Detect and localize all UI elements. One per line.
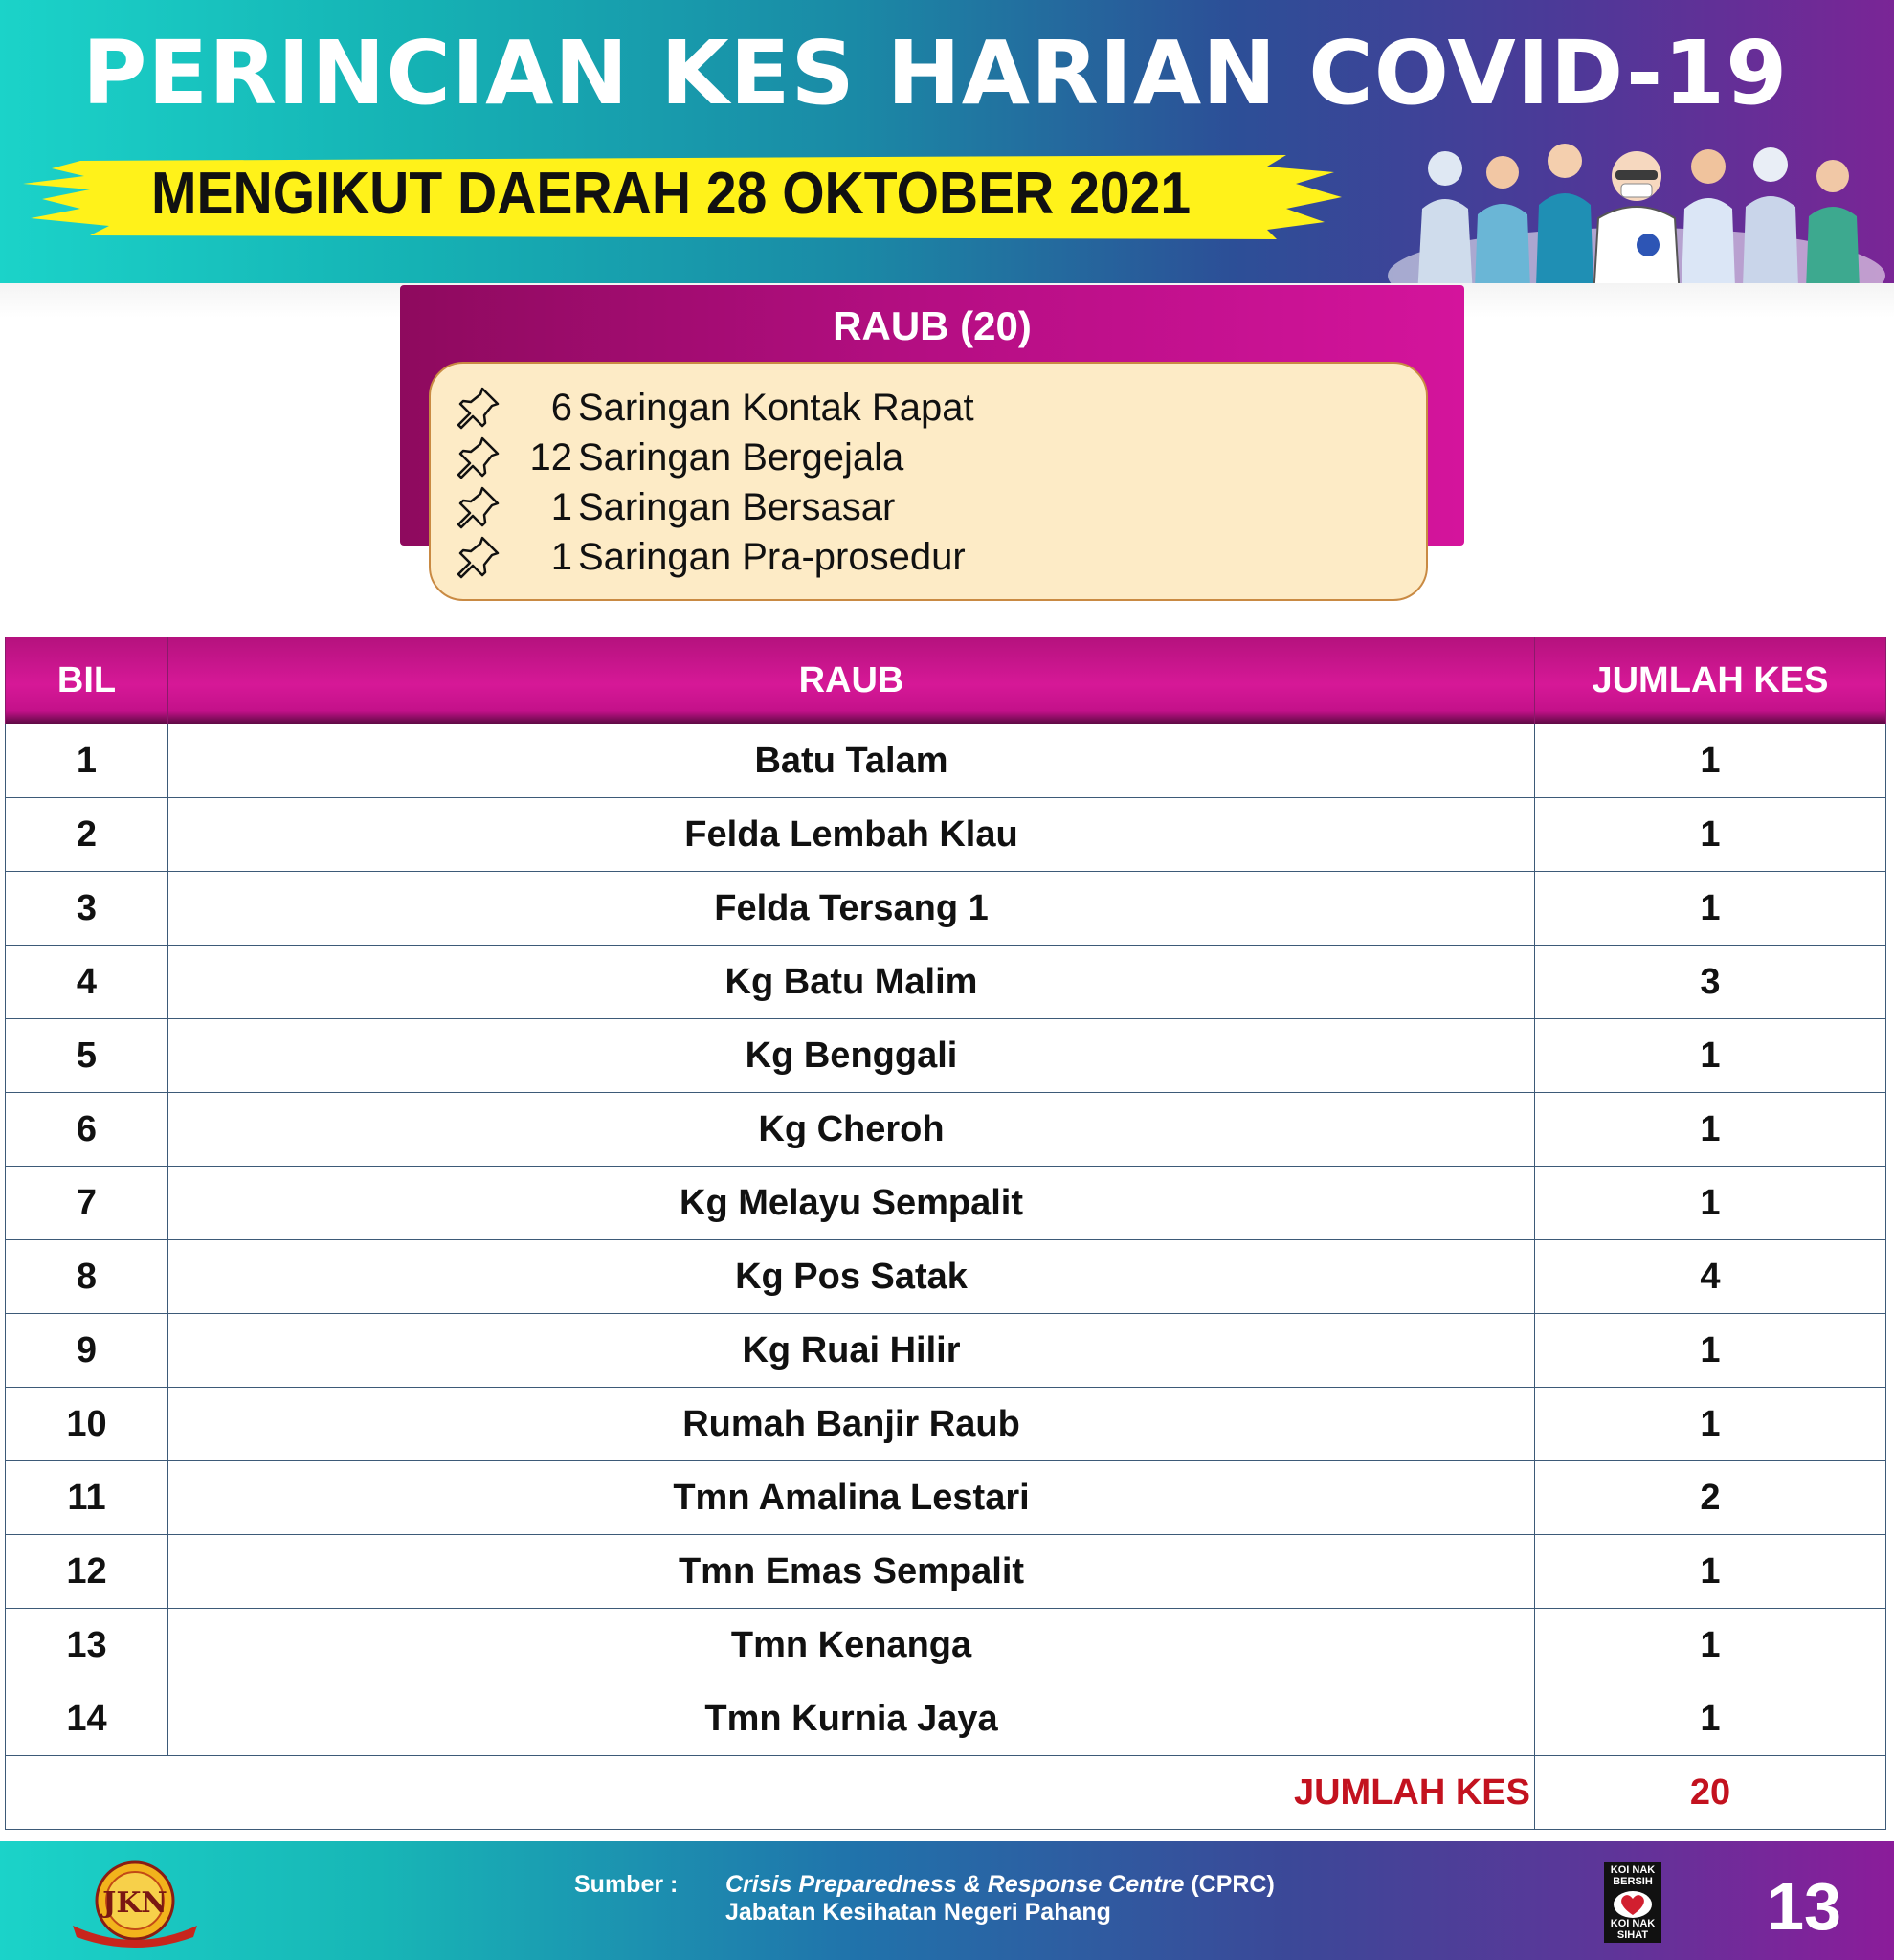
cell-kes: 1 <box>1535 1609 1886 1682</box>
table-row <box>6 1535 1886 1609</box>
cases-table <box>5 637 1886 1830</box>
summary-count: 1 <box>550 486 572 528</box>
summary-label: Saringan Bergejala <box>578 436 904 479</box>
cell-kes: 1 <box>1535 1314 1886 1388</box>
table-total-row <box>6 1756 1886 1830</box>
summary-item <box>431 433 1388 482</box>
header-name: RAUB <box>168 637 1535 724</box>
cell-name: Kg Melayu Sempalit <box>168 1167 1535 1240</box>
cell-kes: 3 <box>1535 946 1886 1019</box>
header-kes: JUMLAH KES <box>1535 637 1886 724</box>
cell-name: Felda Lembah Klau <box>168 798 1535 872</box>
pushpin-icon <box>454 484 501 532</box>
cell-kes: 1 <box>1535 1019 1886 1093</box>
heart-icon <box>1612 1889 1654 1920</box>
table-row <box>6 946 1886 1019</box>
logo-text: JKN <box>102 1886 167 1920</box>
table-row <box>6 1388 1886 1461</box>
pushpin-icon <box>454 534 501 582</box>
table-row <box>6 872 1886 946</box>
badge-bottom-text <box>1604 1918 1661 1941</box>
summary-label: Saringan Pra-prosedur <box>578 536 966 578</box>
cell-name: Kg Ruai Hilir <box>168 1314 1535 1388</box>
summary-count: 6 <box>550 387 572 429</box>
summary-count: 12 <box>529 436 572 479</box>
cell-bil: 5 <box>6 1019 168 1093</box>
cell-name: Tmn Emas Sempalit <box>168 1535 1535 1609</box>
summary-item <box>431 383 1388 433</box>
badge-bottom-line-2: SIHAT <box>1616 1929 1649 1941</box>
healthcare-workers-illustration <box>1378 122 1894 283</box>
badge-top-line-1: KOI NAK <box>1610 1864 1656 1876</box>
summary-item <box>431 482 1388 532</box>
badge-top-line-2: BERSIH <box>1613 1876 1653 1887</box>
cell-bil: 12 <box>6 1535 168 1609</box>
cell-bil: 14 <box>6 1682 168 1756</box>
table-row <box>6 1682 1886 1756</box>
cell-name: Tmn Kurnia Jaya <box>168 1682 1535 1756</box>
table-row <box>6 1609 1886 1682</box>
source-abbr: (CPRC) <box>1191 1871 1275 1898</box>
summary-title: RAUB (20) <box>833 303 1032 348</box>
table-row <box>6 724 1886 798</box>
summary-list <box>429 362 1428 601</box>
cell-bil: 8 <box>6 1240 168 1314</box>
table-row <box>6 798 1886 872</box>
cell-name: Kg Cheroh <box>168 1093 1535 1167</box>
cell-kes: 1 <box>1535 1167 1886 1240</box>
page-title: PERINCIAN KES HARIAN COVID-19 <box>82 22 1789 124</box>
cell-name: Tmn Amalina Lestari <box>168 1461 1535 1535</box>
cell-kes: 1 <box>1535 1093 1886 1167</box>
cell-name: Batu Talam <box>168 724 1535 798</box>
koi-nak-badge <box>1604 1862 1661 1943</box>
cell-kes: 1 <box>1535 724 1886 798</box>
summary-item <box>431 532 1388 582</box>
table-row <box>6 1314 1886 1388</box>
source-label: Sumber : <box>574 1871 679 1898</box>
cell-bil: 4 <box>6 946 168 1019</box>
total-value: 20 <box>1535 1756 1886 1830</box>
badge-top-text <box>1604 1864 1661 1887</box>
cell-name: Rumah Banjir Raub <box>168 1388 1535 1461</box>
cell-kes: 1 <box>1535 872 1886 946</box>
source-line-1 <box>725 1870 1395 1899</box>
page-subtitle: MENGIKUT DAERAH 28 OKTOBER 2021 <box>151 161 1192 227</box>
cell-bil: 10 <box>6 1388 168 1461</box>
header-banner <box>0 0 1894 283</box>
cell-name: Kg Batu Malim <box>168 946 1535 1019</box>
table-row <box>6 1019 1886 1093</box>
cell-bil: 11 <box>6 1461 168 1535</box>
cell-name: Tmn Kenanga <box>168 1609 1535 1682</box>
cell-bil: 6 <box>6 1093 168 1167</box>
cell-kes: 1 <box>1535 798 1886 872</box>
cell-bil: 3 <box>6 872 168 946</box>
cell-kes: 4 <box>1535 1240 1886 1314</box>
cell-bil: 2 <box>6 798 168 872</box>
cell-name: Kg Pos Satak <box>168 1240 1535 1314</box>
cell-name: Kg Benggali <box>168 1019 1535 1093</box>
badge-bottom-line-1: KOI NAK <box>1610 1918 1656 1929</box>
cell-name: Felda Tersang 1 <box>168 872 1535 946</box>
table-header-row <box>6 637 1886 724</box>
pushpin-icon <box>454 385 501 433</box>
cell-bil: 7 <box>6 1167 168 1240</box>
cell-kes: 2 <box>1535 1461 1886 1535</box>
cell-kes: 1 <box>1535 1388 1886 1461</box>
cell-bil: 1 <box>6 724 168 798</box>
source-line-2: Jabatan Kesihatan Negeri Pahang <box>725 1899 1111 1926</box>
table-row <box>6 1461 1886 1535</box>
pushpin-icon <box>454 434 501 482</box>
cell-bil: 9 <box>6 1314 168 1388</box>
summary-count: 1 <box>550 536 572 578</box>
cell-kes: 1 <box>1535 1682 1886 1756</box>
table-row <box>6 1093 1886 1167</box>
source-org: Crisis Preparedness & Response Centre <box>725 1871 1185 1898</box>
page-number: 13 <box>1767 1869 1841 1944</box>
summary-label: Saringan Kontak Rapat <box>578 387 974 429</box>
header-bil: BIL <box>6 637 168 724</box>
table-row <box>6 1240 1886 1314</box>
cell-bil: 13 <box>6 1609 168 1682</box>
total-label: JUMLAH KES <box>6 1756 1535 1830</box>
summary-label: Saringan Bersasar <box>578 486 896 528</box>
cell-kes: 1 <box>1535 1535 1886 1609</box>
jkn-logo <box>54 1859 216 1950</box>
table-row <box>6 1167 1886 1240</box>
